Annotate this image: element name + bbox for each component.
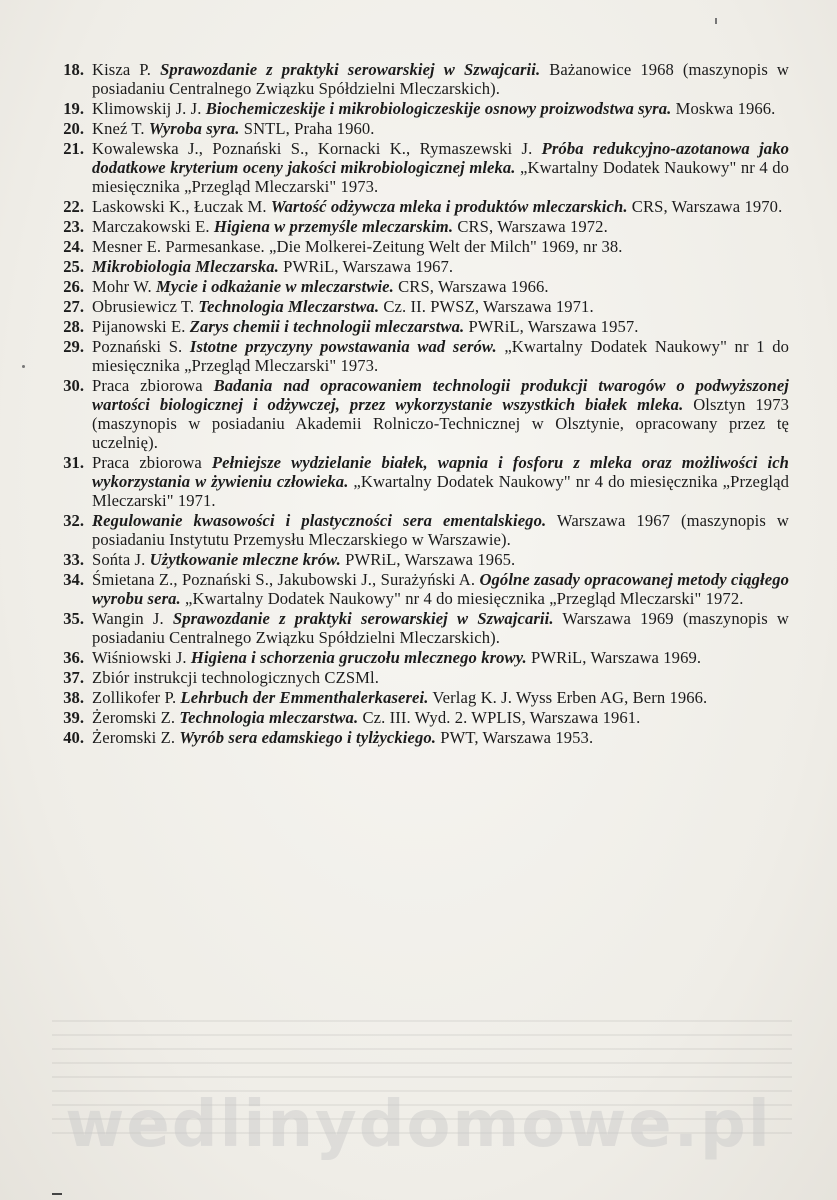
reference-number: 24. [63, 237, 84, 256]
reference-number: 21. [63, 139, 84, 158]
print-mark-bottom [52, 1193, 62, 1195]
reference-text [92, 511, 789, 549]
reference-title: Badania nad opracowaniem technologii produkcji twarogów o podwyższonej wartości biologicznej i odżywczej, przez wykorzystanie wszystkich białek mleka. [92, 376, 790, 414]
reference-title: Użytkowanie mleczne krów. [149, 550, 341, 569]
reference-title: Mikrobiologia Mleczarska. [92, 257, 279, 276]
reference-publication: CRS, Warszawa 1972. [453, 217, 608, 236]
reference-number: 28. [63, 317, 84, 336]
reference-author: Kowalewska J., Poznański S., Kornacki K., Rymaszewski J. [92, 139, 542, 158]
reference-title: Sprawozdanie z praktyki serowarskiej w Szwajcarii. [172, 609, 554, 628]
reference-number: 36. [63, 648, 84, 667]
reference-number: 25. [63, 257, 84, 276]
reference-text [92, 668, 789, 687]
reference-author: Klimowskij J. J. [92, 99, 206, 118]
reference-number: 39. [63, 708, 84, 727]
reference-title: Wartość odżywcza mleka i produktów mleczarskich. [270, 197, 628, 216]
reference-title: Mycie i odkażanie w mleczarstwie. [155, 277, 394, 296]
reference-title: Regulowanie kwasowości i plastyczności sera ementalskiego. [92, 511, 547, 530]
reference-text [92, 99, 789, 118]
reference-publication: Cz. II. PWSZ, Warszawa 1971. [379, 297, 594, 316]
reference-item [54, 453, 789, 510]
reference-author: Wangin J. [92, 609, 173, 628]
reference-text [92, 237, 789, 256]
reference-number: 22. [63, 197, 84, 216]
reference-item [54, 317, 789, 336]
reference-item [54, 60, 789, 98]
reference-text [92, 217, 789, 236]
reference-text [92, 297, 789, 316]
reference-title: Zarys chemii i technologii mleczarstwa. [189, 317, 465, 336]
reference-item [54, 570, 789, 608]
reference-title: Ogólne zasady opracowanej metody ciągłego wyrobu sera. [92, 570, 789, 608]
bibliography-list [54, 60, 789, 748]
reference-text [92, 257, 789, 276]
reference-author: Pijanowski E. [92, 317, 190, 336]
reference-number: 31. [63, 453, 84, 472]
reference-author: Praca zbiorowa [92, 376, 214, 395]
reference-author: Mohr W. [92, 277, 156, 296]
reference-number: 40. [63, 728, 84, 747]
reference-publication: Moskwa 1966. [671, 99, 776, 118]
reference-text [92, 550, 789, 569]
reference-title: Biochemiczeskije i mikrobiologiczeskije osnowy proizwodstwa syra. [205, 99, 672, 118]
reference-title: Technologia mleczarstwa. [179, 708, 359, 727]
reference-author: Sońta J. [92, 550, 150, 569]
reference-number: 19. [63, 99, 84, 118]
reference-author: Śmietana Z., Poznański S., Jakubowski J., Surażyński A. [92, 570, 480, 589]
reference-author: Zollikofer P. [92, 688, 181, 707]
reference-number: 35. [63, 609, 84, 628]
reference-text [92, 317, 789, 336]
reference-text [92, 570, 789, 608]
reference-text [92, 119, 789, 138]
reference-author: Laskowski K., Łuczak M. [92, 197, 271, 216]
reference-publication: PWRiL, Warszawa 1965. [340, 550, 516, 569]
reference-number: 23. [63, 217, 84, 236]
watermark: wedlinydomowe.pl [65, 1088, 772, 1162]
reference-title: Istotne przyczyny powstawania wad serów. [189, 337, 497, 356]
reference-title: Próba redukcyjno-azotanowa jako dodatkowe kryterium oceny jakości mikrobiologicznej mleka. [92, 139, 789, 177]
reference-item [54, 668, 789, 687]
reference-title: Higiena w przemyśle mleczarskim. [213, 217, 454, 236]
reference-number: 18. [63, 60, 84, 79]
print-mark [715, 18, 717, 24]
reference-text [92, 728, 789, 747]
reference-author: Kisza P. [92, 60, 161, 79]
reference-number: 20. [63, 119, 84, 138]
reference-number: 33. [63, 550, 84, 569]
reference-text [92, 708, 789, 727]
reference-number: 32. [63, 511, 84, 530]
reference-item [54, 708, 789, 727]
reference-publication: CRS, Warszawa 1966. [393, 277, 549, 296]
reference-title: Pełniejsze wydzielanie białek, wapnia i fosforu z mleka oraz możliwości ich wykorzystania w żywieniu człowieka. [92, 453, 789, 491]
reference-publication: Cz. III. Wyd. 2. WPLIS, Warszawa 1961. [358, 708, 641, 727]
reference-publication: „Kwartalny Dodatek Naukowy" nr 1 do miesięcznika „Przegląd Mleczarski" 1973. [92, 337, 789, 375]
reference-publication: Olsztyn 1973 (maszynopis w posiadaniu Akademii Rolniczo-Technicznej w Olsztynie, opracowany przez tę uczelnię). [92, 395, 789, 452]
reference-number: 34. [63, 570, 84, 589]
reference-author: Kneź T. [92, 119, 149, 138]
reference-text [92, 609, 789, 647]
reference-item [54, 511, 789, 549]
reference-text [92, 376, 789, 452]
reference-author: Praca zbiorowa [92, 453, 212, 472]
reference-title: Higiena i schorzenia gruczołu mlecznego krowy. [190, 648, 527, 667]
reference-number: 26. [63, 277, 84, 296]
print-speck [22, 365, 25, 368]
reference-title: Lehrbuch der Emmenthalerkaserei. [180, 688, 429, 707]
reference-publication: SNTL, Praha 1960. [239, 119, 375, 138]
reference-author: Poznański S. [92, 337, 190, 356]
reference-item [54, 139, 789, 196]
reference-publication: „Kwartalny Dodatek Naukowy" nr 4 do miesięcznika „Przegląd Mleczarski" 1972. [180, 589, 744, 608]
reference-number: 37. [63, 668, 84, 687]
reference-text [92, 277, 789, 296]
reference-number: 27. [63, 297, 84, 316]
reference-title: Wyroba syra. [148, 119, 240, 138]
reference-number: 30. [63, 376, 84, 395]
reference-publication: PWRiL, Warszawa 1957. [464, 317, 639, 336]
reference-item [54, 99, 789, 118]
reference-number: 38. [63, 688, 84, 707]
reference-item [54, 376, 789, 452]
reference-text [92, 688, 789, 707]
reference-item [54, 728, 789, 747]
reference-publication: Warszawa 1967 (maszynopis w posiadaniu Instytutu Przemysłu Mleczarskiego w Warszawie). [92, 511, 789, 549]
reference-author: Żeromski Z. [92, 708, 180, 727]
reference-title: Sprawozdanie z praktyki serowarskiej w Szwajcarii. [160, 60, 541, 79]
reference-publication: „Kwartalny Dodatek Naukowy" nr 4 do miesięcznika „Przegląd Mleczarski" 1973. [92, 158, 789, 196]
reference-item [54, 337, 789, 375]
reference-title: Wyrób sera edamskiego i tylżyckiego. [179, 728, 437, 747]
reference-publication: PWRiL, Warszawa 1967. [278, 257, 454, 276]
reference-publication: PWT, Warszawa 1953. [436, 728, 594, 747]
reference-item [54, 197, 789, 216]
reference-text [92, 648, 789, 667]
reference-text [92, 197, 789, 216]
reference-author: Mesner E. Parmesankase. [92, 237, 270, 256]
reference-author: Obrusiewicz T. [92, 297, 199, 316]
reference-item [54, 550, 789, 569]
reference-publication: „Kwartalny Dodatek Naukowy" nr 4 do miesięcznika „Przegląd Mleczarski" 1971. [92, 472, 789, 510]
reference-publication: Bażanowice 1968 (maszynopis w posiadaniu Centralnego Związku Spółdzielni Mleczarskich). [92, 60, 789, 98]
reference-number: 29. [63, 337, 84, 356]
reference-item [54, 297, 789, 316]
reference-text [92, 60, 789, 98]
reference-text [92, 337, 789, 375]
reference-author: Marczakowski E. [92, 217, 214, 236]
reference-item [54, 119, 789, 138]
reference-item [54, 257, 789, 276]
reference-text [92, 139, 789, 196]
reference-author: Zbiór instrukcji technologicznych CZSMl. [92, 668, 379, 687]
reference-publication: Warszawa 1969 (maszynopis w posiadaniu Centralnego Związku Spółdzielni Mleczarskich). [92, 609, 790, 647]
reference-title: Technologia Mleczarstwa. [198, 297, 380, 316]
reference-item [54, 237, 789, 256]
reference-item [54, 277, 789, 296]
reference-item [54, 217, 789, 236]
reference-text [92, 453, 789, 510]
reference-publication: CRS, Warszawa 1970. [627, 197, 783, 216]
reference-item [54, 609, 789, 647]
reference-publication: PWRiL, Warszawa 1969. [526, 648, 702, 667]
reference-publication: „Die Molkerei-Zeitung Welt der Milch" 1969, nr 38. [269, 237, 623, 256]
reference-author: Wiśniowski J. [92, 648, 191, 667]
reference-author: Żeromski Z. [92, 728, 180, 747]
reference-publication: Verlag K. J. Wyss Erben AG, Bern 1966. [428, 688, 708, 707]
reference-item [54, 688, 789, 707]
reference-item [54, 648, 789, 667]
